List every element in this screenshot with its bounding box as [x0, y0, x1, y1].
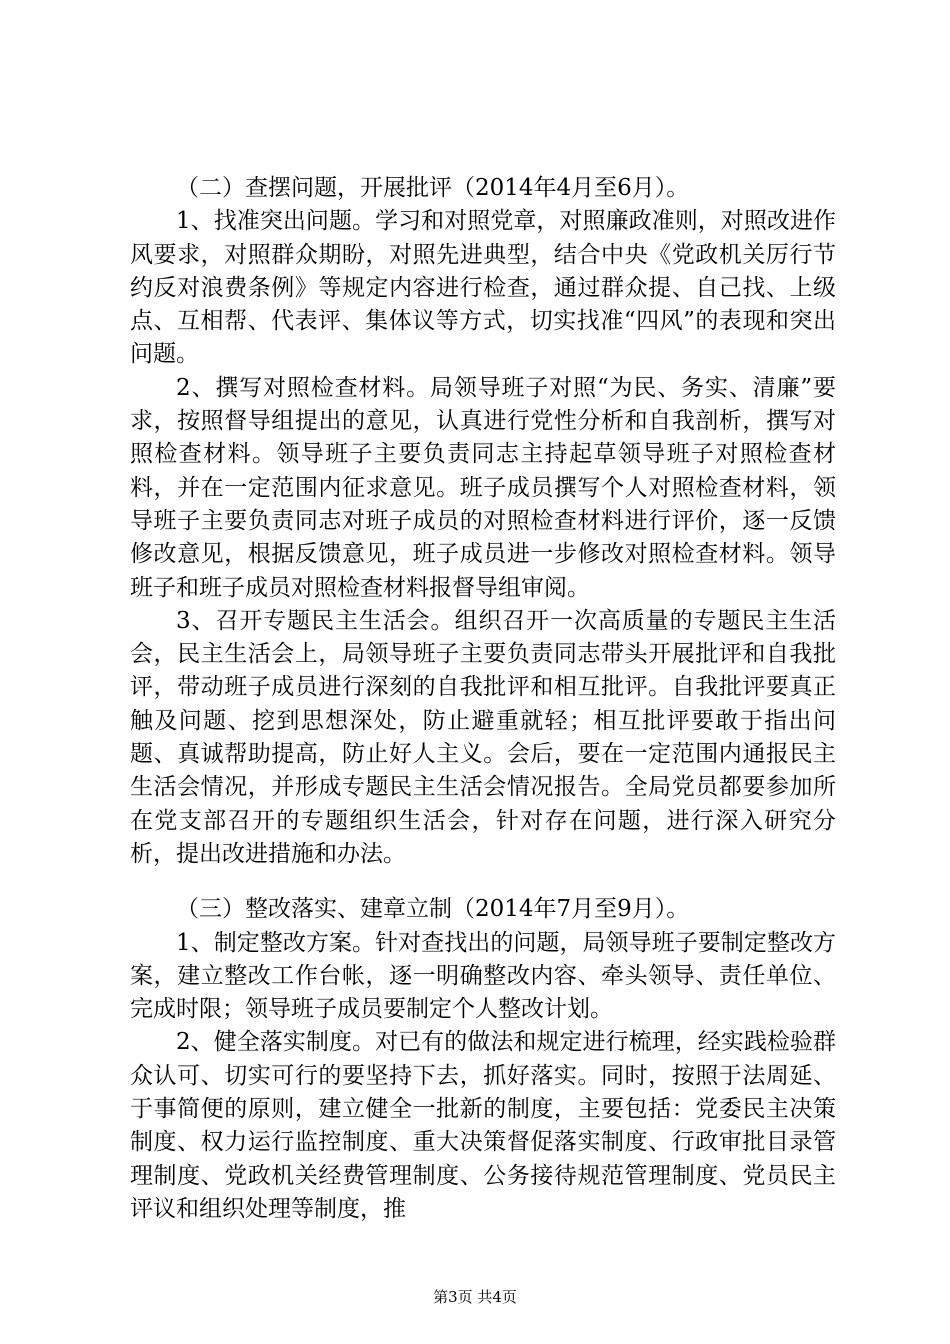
- paragraph: 1、制定整改方案。针对查找出的问题，局领导班子要制定整改方案，建立整改工作台帐，逐一明确整改内容、牵头领导、责任单位、完成时限；领导班子成员要制定个人整改计划。: [130, 929, 836, 1023]
- section-heading: （二）查摆问题，开展批评（2014年4月至6月）。: [176, 175, 690, 201]
- paragraph: 2、健全落实制度。对已有的做法和规定进行梳理，经实践检验群众认可、切实可行的要坚持下去，抓好落实。同时，按照于法周延、于事简便的原则，建立健全一批新的制度，主要包括：党委民主决策制度、权力运行监控制度、重大决策督促落实制度、行政审批目录管理制度、党政机关经费管理制度、公务接待规范管理制度、党员民主评议和组织处理等制度，推: [130, 1029, 836, 1222]
- paragraph: 2、撰写对照检查材料。局领导班子对照“为民、务实、清廉”要求，按照督导组提出的意见，认真进行党性分析和自我剖析，撰写对照检查材料。领导班子主要负责同志主持起草领导班子对照检查材料，并在一定范围内征求意见。班子成员撰写个人对照检查材料，领导班子主要负责同志对班子成员的对照检查材料进行评价，逐一反馈修改意见，根据反馈意见，班子成员进一步修改对照检查材料。领导班子和班子成员对照检查材料报督导组审阅。: [130, 374, 836, 601]
- section-spacer: [130, 871, 836, 893]
- paragraph: 1、找准突出问题。学习和对照党章，对照廉政准则，对照改进作风要求，对照群众期盼，对照先进典型，结合中央《党政机关厉行节约反对浪费条例》等规定内容进行检查，通过群众提、自己找、上级点、互相帮、代表评、集体议等方式，切实找准“四风”的表现和突出问题。: [130, 208, 836, 368]
- document-body: [130, 172, 836, 1226]
- paragraph: 3、召开专题民主生活会。组织召开一次高质量的专题民主生活会，民主生活会上，局领导班子主要负责同志带头开展批评和自我批评，带动班子成员进行深刻的自我批评和相互批评。自我批评要真正触及问题、挖到思想深处，防止避重就轻；相互批评要敢于指出问题、真诚帮助提高，防止好人主义。会后，要在一定范围内通报民主生活会情况，并形成专题民主生活会情况报告。全局党员都要参加所在党支部召开的专题组织生活会，针对存在问题，进行深入研究分析，提出改进措施和办法。: [130, 607, 836, 867]
- section-heading: （三）整改落实、建章立制（2014年7月至9月）。: [176, 896, 690, 923]
- page-footer: 第3页 共4页: [433, 1288, 517, 1306]
